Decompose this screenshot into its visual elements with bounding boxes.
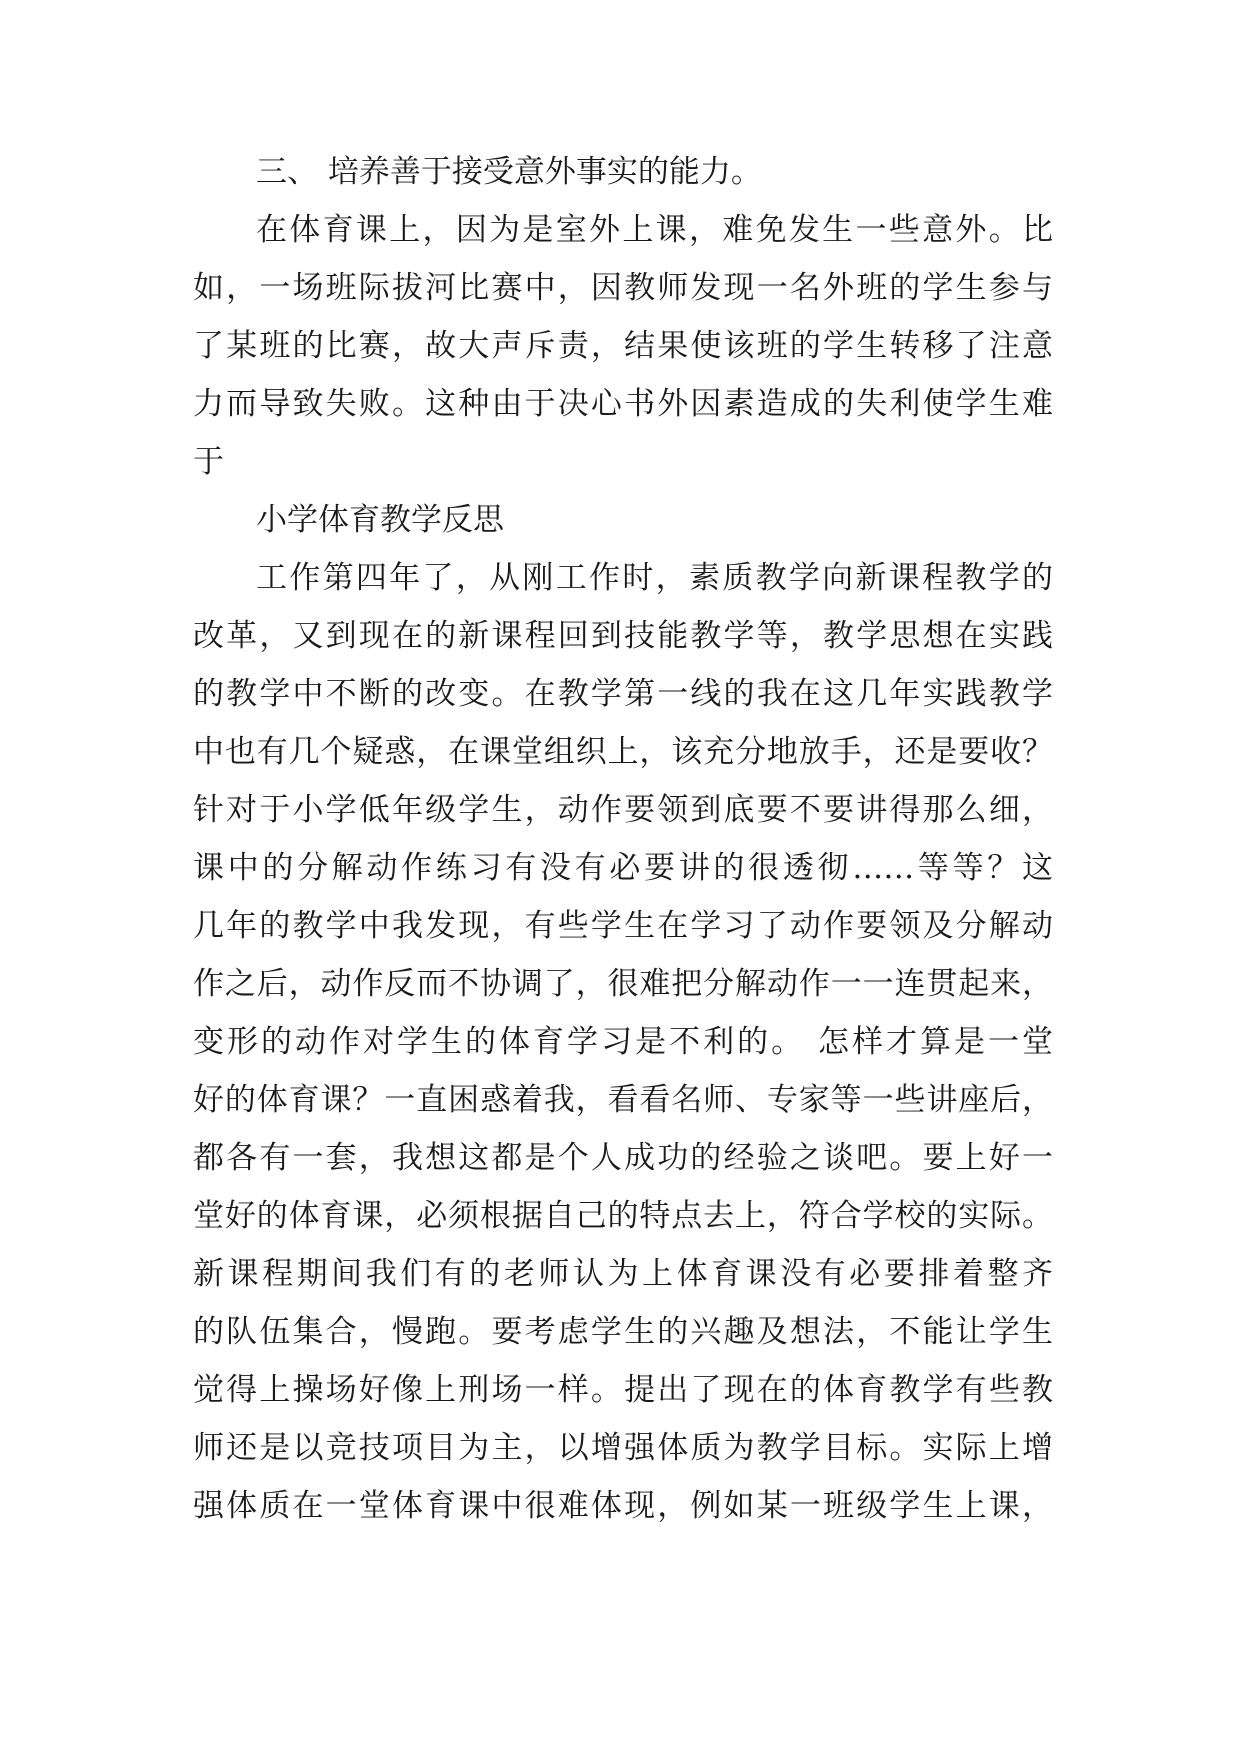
text-line: 作之后，动作反而不协调了，很难把分解动作一一连贯起来， <box>193 966 1053 1002</box>
text-line: 觉得上操场好像上刑场一样。提出了现在的体育教学有些教 <box>193 1372 1053 1408</box>
text-line: 好的体育课？一直困惑着我，看看名师、专家等一些讲座后， <box>193 1082 1053 1118</box>
text-line: 力而导致失败。这种由于决心书外因素造成的失利使学生难 <box>193 386 1053 422</box>
text-line: 都各有一套，我想这都是个人成功的经验之谈吧。要上好一 <box>193 1140 1053 1176</box>
text-line: 课中的分解动作练习有没有必要讲的很透彻……等等？这 <box>193 850 1053 886</box>
text-line: 的教学中不断的改变。在教学第一线的我在这几年实践教学 <box>193 676 1053 712</box>
text-line: 了某班的比赛，故大声斥责，结果使该班的学生转移了注意 <box>193 328 1053 364</box>
text-line: 工作第四年了，从刚工作时，素质教学向新课程教学的 <box>256 560 1053 596</box>
text-line: 新课程期间我们有的老师认为上体育课没有必要排着整齐 <box>193 1256 1053 1292</box>
text-line: 小学体育教学反思 <box>256 502 504 538</box>
text-line: 强体质在一堂体育课中很难体现，例如某一班级学生上课， <box>193 1488 1053 1524</box>
text-line: 如，一场班际拔河比赛中，因教师发现一名外班的学生参与 <box>193 270 1053 306</box>
text-line: 中也有几个疑惑，在课堂组织上，该充分地放手，还是要收？ <box>193 734 1053 770</box>
text-line: 的队伍集合，慢跑。要考虑学生的兴趣及想法，不能让学生 <box>193 1314 1053 1350</box>
text-line: 堂好的体育课，必须根据自己的特点去上，符合学校的实际。 <box>193 1198 1053 1234</box>
text-line: 变形的动作对学生的体育学习是不利的。 怎样才算是一堂 <box>193 1024 1053 1060</box>
text-line: 在体育课上，因为是室外上课，难免发生一些意外。比 <box>256 212 1053 248</box>
text-line: 师还是以竞技项目为主，以增强体质为教学目标。实际上增 <box>193 1430 1053 1466</box>
text-line: 三、 培养善于接受意外事实的能力。 <box>256 154 762 190</box>
text-line: 针对于小学低年级学生，动作要领到底要不要讲得那么细， <box>193 792 1053 828</box>
text-line: 于 <box>193 444 224 480</box>
text-line: 几年的教学中我发现，有些学生在学习了动作要领及分解动 <box>193 908 1053 944</box>
text-line: 改革，又到现在的新课程回到技能教学等，教学思想在实践 <box>193 618 1053 654</box>
